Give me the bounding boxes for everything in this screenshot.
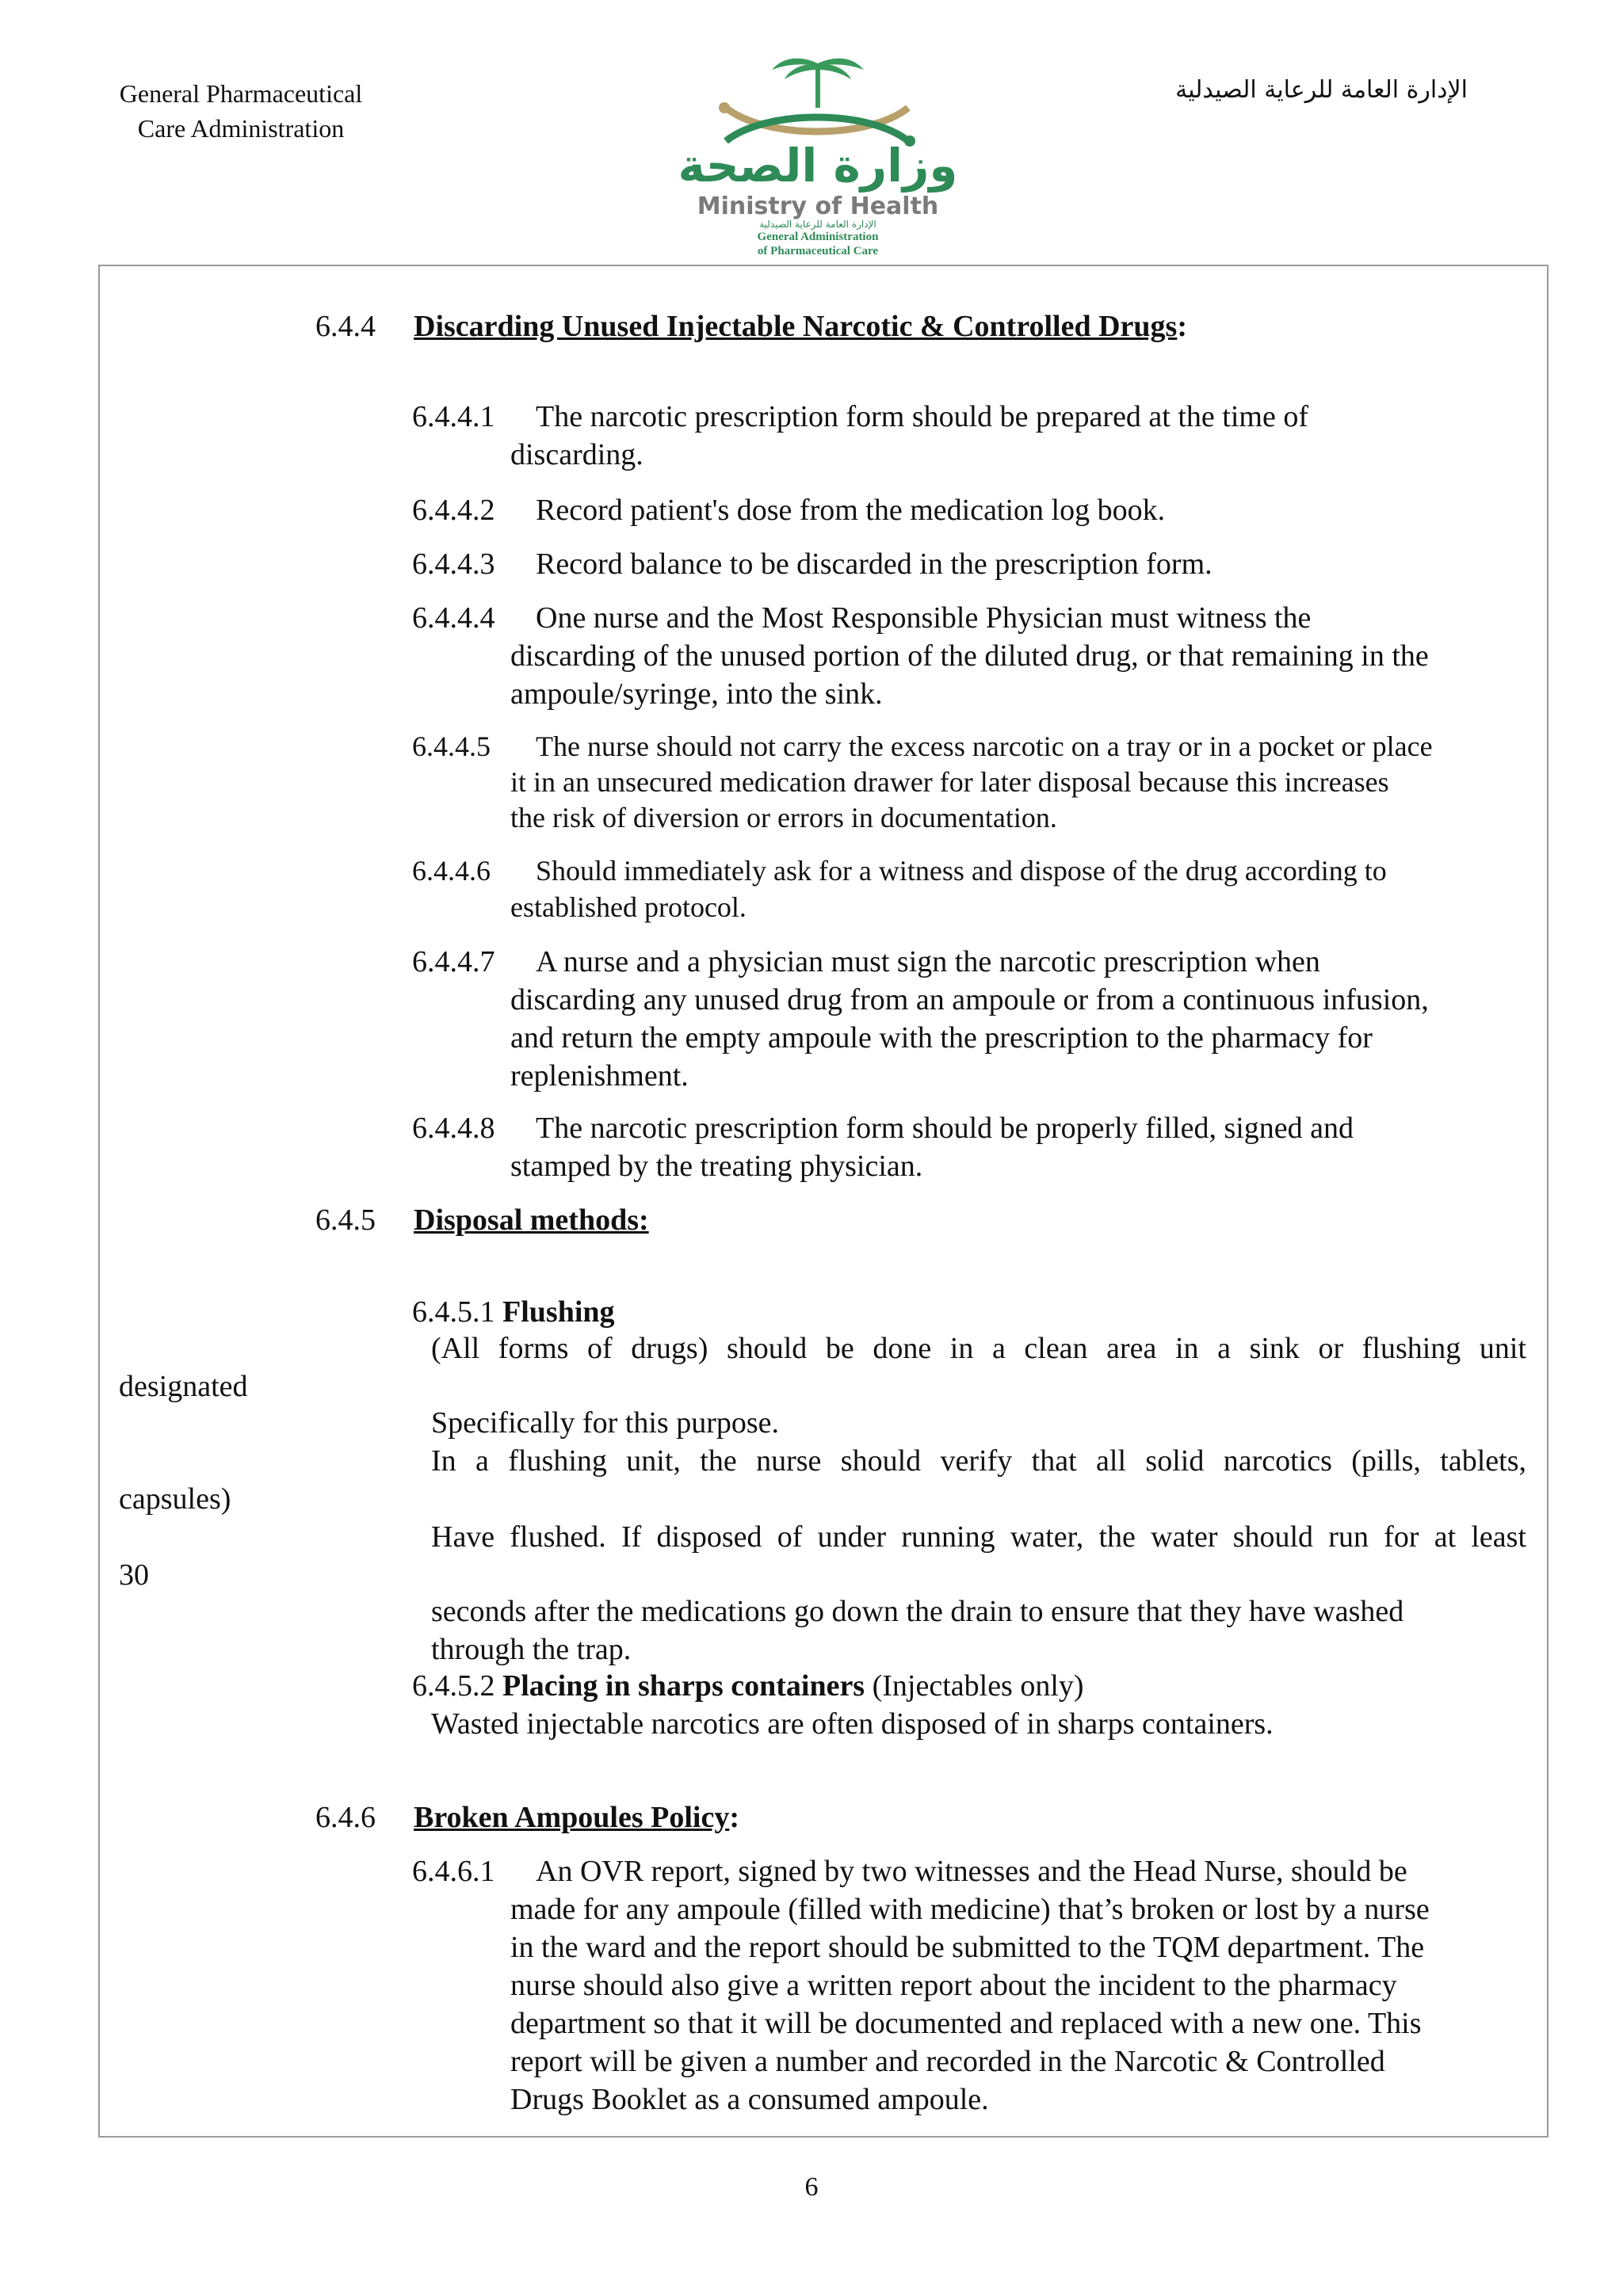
item-6-4-4-3: [412, 545, 1522, 583]
item-6-4-4-1: [412, 398, 1522, 474]
item-line: and return the empty ampoule with the prescription to the pharmacy for: [510, 1021, 1373, 1055]
flushing-line-3: In a flushing unit, the nurse should verify that all solid narcotics (pills, tablets,: [431, 1444, 1526, 1478]
item-line: Record balance to be discarded in the prescription form.: [536, 547, 1212, 581]
item-line: the risk of diversion or errors in documentation.: [510, 802, 1057, 833]
header-left-line2: Care Administration: [137, 114, 345, 143]
sharps-note: (Injectables only): [872, 1669, 1084, 1703]
item-number: 6.4.4.4: [412, 601, 495, 635]
item-line: One nurse and the Most Responsible Physician must witness the: [536, 601, 1312, 635]
section-6-4-4-colon: :: [1177, 310, 1187, 343]
item-line: The narcotic prescription form should be prepared at the time of: [536, 400, 1308, 433]
section-6-4-6-heading: [414, 1798, 739, 1836]
flushing-stray-30: 30: [119, 1558, 149, 1592]
section-6-4-6-number: 6.4.6: [315, 1801, 376, 1834]
item-line: Record patient's dose from the medication log book.: [536, 494, 1166, 527]
item-line: The nurse should not carry the excess narcotic on a tray or in a pocket or place: [536, 730, 1433, 762]
page-number: 6: [804, 2172, 819, 2202]
item-line: Should immediately ask for a witness and dispose of the drug according to: [536, 855, 1387, 887]
section-6-4-5-heading: [414, 1201, 649, 1239]
item-6-4-4-6: [412, 852, 1522, 925]
item-line: report will be given a number and recorded in the Narcotic & Controlled: [510, 2045, 1385, 2078]
item-line: replenishment.: [510, 1059, 689, 1093]
item-line: in the ward and the report should be submitted to the TQM department. The: [510, 1931, 1425, 1964]
item-line: nurse should also give a written report about the incident to the pharmacy: [510, 1969, 1397, 2002]
item-6-4-4-8: [412, 1109, 1522, 1185]
item-line: An OVR report, signed by two witnesses and the Head Nurse, should be: [536, 1855, 1407, 1888]
item-number: 6.4.4.6: [412, 855, 491, 887]
ministry-logo: [670, 52, 965, 260]
item-line: it in an unsecured medication drawer for later disposal because this increases: [510, 766, 1389, 798]
section-6-4-4-number: 6.4.4: [315, 310, 376, 343]
item-number: 6.4.4.5: [412, 730, 491, 762]
item-number: 6.4.4.3: [412, 547, 495, 581]
item-line: discarding of the unused portion of the diluted drug, or that remaining in the: [510, 639, 1429, 673]
item-6-4-6-1: [412, 1852, 1522, 2119]
item-line: A nurse and a physician must sign the narcotic prescription when: [536, 945, 1320, 978]
item-line: ampoule/syringe, into the sink.: [510, 677, 883, 711]
item-6-4-4-4: [412, 599, 1522, 713]
sharps-heading: [412, 1667, 1084, 1705]
header-right-arabic: الإدارة العامة للرعاية الصيدلية: [1175, 76, 1468, 104]
item-number: 6.4.4.2: [412, 494, 495, 527]
flushing-line-6: through the trap.: [431, 1633, 632, 1666]
section-6-4-6-colon: :: [729, 1801, 739, 1834]
item-line: Drugs Booklet as a consumed ampoule.: [510, 2083, 989, 2116]
item-number: 6.4.4.8: [412, 1112, 495, 1145]
item-number: 6.4.6.1: [412, 1855, 495, 1888]
logo-sub-arabic: الإدارة العامة للرعاية الصيدلية: [759, 219, 876, 230]
flushing-stray-capsules: capsules): [119, 1482, 231, 1516]
flushing-line-2: Specifically for this purpose.: [431, 1406, 780, 1440]
item-number: 6.4.4.7: [412, 945, 495, 978]
logo-sub-line2: of Pharmaceutical Care: [757, 245, 879, 257]
flushing-title: Flushing: [502, 1295, 615, 1329]
header-left: [98, 76, 384, 146]
item-6-4-4-7: [412, 943, 1522, 1095]
item-6-4-4-2: [412, 491, 1522, 529]
section-6-4-4-heading: [414, 307, 1187, 345]
sharps-line: Wasted injectable narcotics are often disposed of in sharps containers.: [431, 1707, 1274, 1741]
header-left-line1: General Pharmaceutical: [119, 79, 363, 108]
logo-english-title: Ministry of Health: [697, 193, 939, 220]
section-6-4-5-number: 6.4.5: [315, 1203, 376, 1237]
sharps-title: Placing in sharps containers: [502, 1669, 865, 1703]
section-6-4-5-title: Disposal methods: [414, 1203, 639, 1237]
item-number: 6.4.4.1: [412, 400, 495, 433]
section-6-4-5-colon: :: [639, 1203, 649, 1237]
item-line: discarding any unused drug from an ampoule or from a continuous infusion,: [510, 983, 1429, 1016]
logo-sub-line1: General Administration: [757, 231, 879, 243]
sharps-number: 6.4.5.2: [412, 1669, 495, 1703]
item-line: department so that it will be documented and replaced with a new one. This: [510, 2007, 1422, 2040]
item-line: The narcotic prescription form should be properly filled, signed and: [536, 1112, 1354, 1145]
item-line: discarding.: [510, 438, 643, 471]
item-line: stamped by the treating physician.: [510, 1150, 923, 1183]
item-line: established protocol.: [510, 891, 747, 923]
item-6-4-4-5: [412, 729, 1522, 836]
flushing-line-4: Have flushed. If disposed of under running water, the water should run for at least: [431, 1520, 1526, 1554]
logo-arabic-title: وزارة الصحة: [678, 139, 958, 193]
item-line: made for any ampoule (filled with medicine) that’s broken or lost by a nurse: [510, 1893, 1430, 1926]
section-6-4-4-title: Discarding Unused Injectable Narcotic & Controlled Drugs: [414, 310, 1178, 343]
flushing-line-1: (All forms of drugs) should be done in a clean area in a sink or flushing unit: [431, 1332, 1526, 1365]
flushing-line-5: seconds after the medications go down the drain to ensure that they have washed: [431, 1595, 1404, 1628]
flushing-number: 6.4.5.1: [412, 1295, 495, 1329]
flushing-stray-designated: designated: [119, 1370, 248, 1403]
flushing-heading: [412, 1293, 615, 1331]
section-6-4-6-title: Broken Ampoules Policy: [414, 1801, 730, 1834]
